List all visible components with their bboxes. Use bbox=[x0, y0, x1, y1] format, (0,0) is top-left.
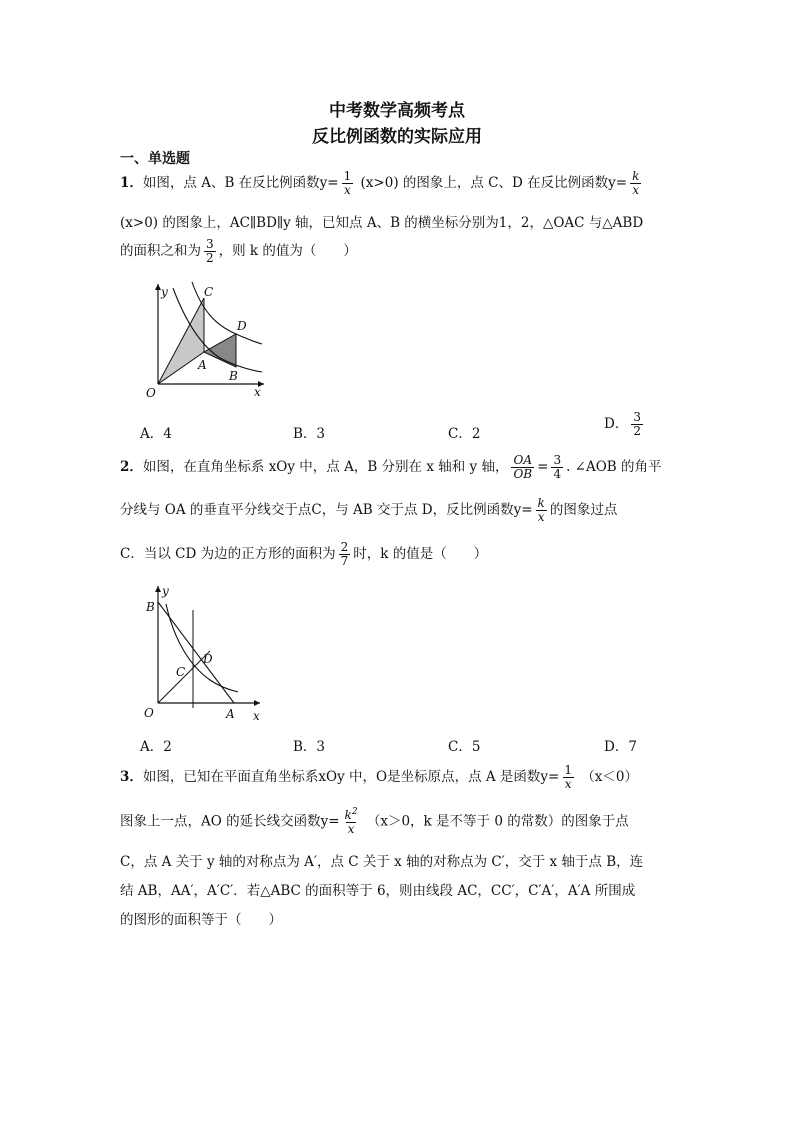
q2-label-o: O bbox=[144, 706, 154, 720]
q2-text-3a: C．当以 CD 为边的正方形的面积为 bbox=[120, 546, 336, 563]
q1-label-x: x bbox=[254, 385, 261, 399]
q2-label-y: y bbox=[162, 584, 169, 598]
q3-frac-1: $\frac{1}{x}$ bbox=[564, 763, 572, 792]
q1-option-d-frac: $\frac{3}{2}$ bbox=[633, 410, 641, 439]
q3-line1 bbox=[120, 764, 638, 791]
q2-option-b[interactable]: B．3 bbox=[293, 739, 326, 755]
q2-option-a[interactable]: A．2 bbox=[140, 739, 172, 755]
q2-label-c: C bbox=[176, 665, 186, 679]
q3-text-1a: 如图，已知在平面直角坐标系xOy 中，O是坐标原点，点 A 是函数y= bbox=[142, 769, 560, 786]
q3-text-2b: （x＞0，k 是不等于 0 的常数）的图象于点 bbox=[362, 813, 629, 830]
q2-number: 2． bbox=[120, 459, 143, 476]
q1-frac-1: $\frac{1}{x}$ bbox=[343, 169, 352, 198]
q1-text-1a: 如图，点 A、B 在反比例函数y= bbox=[142, 175, 339, 192]
q1-figure bbox=[140, 280, 275, 405]
page-title: 中考数学高频考点 bbox=[329, 101, 465, 121]
q1-option-a[interactable]: A．4 bbox=[140, 426, 172, 442]
q3-frac-2: $\frac{k^2}{x}$ bbox=[344, 807, 358, 837]
q3-number: 3． bbox=[120, 769, 143, 786]
q2-text-1a: 如图，在直角坐标系 xOy 中，点 A，B 分别在 x 轴和 y 轴， bbox=[142, 459, 509, 476]
q3-line3: C，点 A 关于 y 轴的对称点为 A′，点 C 关于 x 轴的对称点为 C′，交于 x 轴于点 B，连 bbox=[120, 854, 644, 870]
q1-option-d[interactable] bbox=[604, 411, 646, 438]
q2-label-a: A bbox=[226, 707, 235, 721]
q1-line3 bbox=[120, 238, 357, 265]
q1-label-b: B bbox=[229, 369, 238, 383]
q2-frac-1: $\frac{OA}{OB}$ bbox=[513, 453, 533, 482]
q2-line2 bbox=[120, 497, 617, 524]
section-heading: 一、单选题 bbox=[120, 151, 190, 167]
q3-text-2a: 图象上一点，AO 的延长线交函数y= bbox=[120, 813, 340, 830]
q2-line3 bbox=[120, 541, 487, 568]
q1-frac-2: $\frac{k}{x}$ bbox=[632, 169, 640, 198]
q1-option-c[interactable]: C．2 bbox=[448, 426, 481, 442]
q1-frac-3: $\frac{3}{2}$ bbox=[206, 237, 214, 266]
q2-text-3b: 时，k 的值是（ ） bbox=[353, 546, 488, 563]
q1-label-c: C bbox=[204, 285, 214, 299]
q2-figure bbox=[140, 580, 270, 725]
q2-frac-3: $\frac{k}{x}$ bbox=[537, 496, 545, 525]
q1-text-1b: (x>0) 的图象上，点 C、D 在反比例函数y= bbox=[356, 175, 628, 192]
q2-y-arrow bbox=[155, 586, 161, 592]
q1-label-d: D bbox=[237, 319, 247, 333]
q1-line2: (x>0) 的图象上，AC∥BD∥y 轴，已知点 A、B 的横坐标分别为1，2，△OAC 与△ABD bbox=[120, 215, 644, 231]
q2-text-1b: = bbox=[537, 459, 549, 476]
q2-frac-4: $\frac{2}{7}$ bbox=[340, 540, 349, 569]
q2-line1 bbox=[120, 454, 662, 481]
q2-label-x: x bbox=[253, 709, 260, 723]
q2-option-d[interactable]: D．7 bbox=[604, 739, 637, 755]
q2-label-d: D bbox=[203, 652, 213, 666]
q1-label-a: A bbox=[198, 358, 207, 372]
q1-option-b[interactable]: B．3 bbox=[293, 426, 326, 442]
q2-text-2a: 分线与 OA 的垂直平分线交于点C，与 AB 交于点 D，反比例函数y= bbox=[120, 502, 533, 519]
q1-line1 bbox=[120, 170, 644, 197]
q1-option-d-label: D． bbox=[604, 416, 629, 433]
page-subtitle: 反比例函数的实际应用 bbox=[312, 127, 482, 147]
q1-label-o: O bbox=[146, 386, 156, 400]
q2-x-arrow bbox=[254, 700, 260, 706]
q3-line4: 结 AB，AA′，A′C′．若△ABC 的面积等于 6，则由线段 AC，CC′，C′A′，A′A 所围成 bbox=[120, 883, 636, 899]
q1-text-3a: 的面积之和为 bbox=[120, 243, 201, 260]
q3-line2 bbox=[120, 808, 629, 836]
q1-label-y: y bbox=[161, 285, 168, 299]
q2-label-b: B bbox=[146, 600, 155, 614]
q3-line5: 的图形的面积等于（ ） bbox=[120, 912, 282, 928]
q3-text-1b: （x＜0） bbox=[576, 769, 638, 786]
q1-triangle-abd bbox=[204, 334, 236, 367]
q2-option-c[interactable]: C．5 bbox=[448, 739, 481, 755]
q2-text-2b: 的图象过点 bbox=[549, 502, 618, 519]
q1-number: 1． bbox=[120, 175, 143, 192]
q1-text-3b: ，则 k 的值为（ ） bbox=[218, 243, 357, 260]
q2-text-1c: . ∠AOB 的角平 bbox=[566, 459, 662, 476]
q2-frac-2: $\frac{3}{4}$ bbox=[553, 453, 562, 482]
